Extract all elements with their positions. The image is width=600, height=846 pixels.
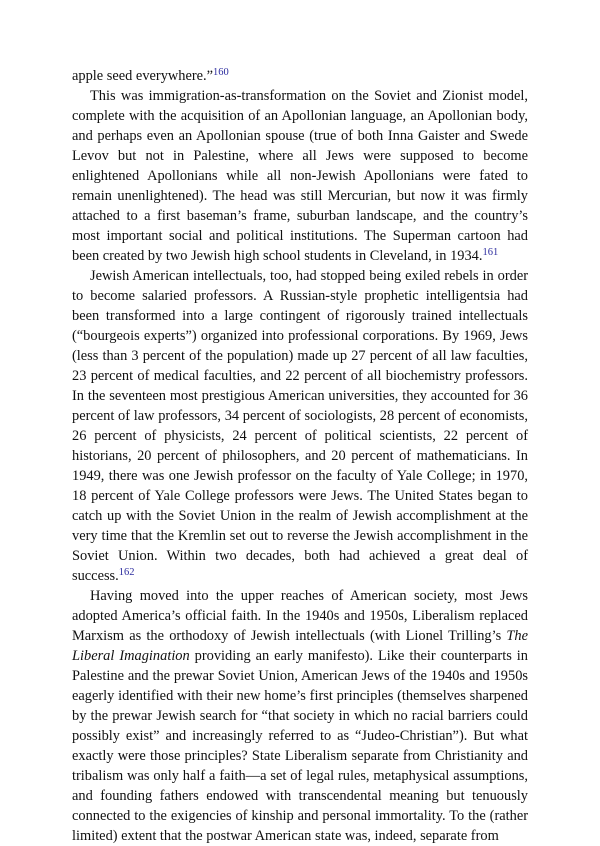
- paragraph-text: This was immigration-as-transformation on the Soviet and Zionist model, complete with the acquisition of an Apollonian language, an Apollonian body, and perhaps even an Apollonian spouse (true of both Inna Gaister and Swede Levov but not in Palestine, where all Jews were supposed to become enlightened Apollonians while all non-Jewish Apollonians were fated to remain unenlightened). The head was still Mercurian, but now it was firmly attached to a first baseman’s frame, suburban landscape, and the country’s most important social and political institutions. The Superman cartoon had been created by two Jewish high school students in Cleveland, in 1934.: [72, 88, 528, 264]
- paragraph-immigration: [72, 86, 528, 266]
- paragraph-intellectuals: [72, 266, 528, 586]
- endnote-reference[interactable]: 161: [482, 247, 499, 258]
- book-page: [72, 66, 528, 846]
- paragraph-continuation: [72, 66, 528, 86]
- paragraph-text: Having moved into the upper reaches of American society, most Jews adopted America’s official faith. In the 1940s and 1950s, Liberalism replaced Marxism as the orthodoxy of Jewish intellectuals (with Lionel Trilling’s: [72, 588, 528, 644]
- endnote-reference[interactable]: 162: [118, 567, 135, 578]
- paragraph-liberalism: [72, 586, 528, 846]
- paragraph-text: apple seed everywhere.”: [72, 68, 214, 84]
- paragraph-text: Jewish American intellectuals, too, had stopped being exiled rebels in order to become salaried professors. A Russian-style prophetic intelligentsia had been transformed into a large contingent of rigorously trained intellectuals (“bourgeois experts”) organized into professional corporations. By 1969, Jews (less than 3 percent of the population) made up 27 percent of all law faculties, 23 percent of medical faculties, and 22 percent of all biochemistry professors. In the seventeen most prestigious American universities, they accounted for 36 percent of law professors, 34 percent of sociologists, 28 percent of economists, 26 percent of physicists, 24 percent of political scientists, 22 percent of historians, 20 percent of philosophers, and 20 percent of mathematicians. In 1949, there was one Jewish professor on the faculty of Yale College; in 1970, 18 percent of Yale College professors were Jews. The United States began to catch up with the Soviet Union in the realm of Jewish accomplishment at the very time that the Kremlin set out to reverse the Jewish accomplishment in the Soviet Union. Within two decades, both had achieved a great deal of success.: [72, 268, 528, 584]
- book-title: The Liberal Imagination: [72, 628, 528, 664]
- endnote-reference[interactable]: 160: [213, 67, 229, 78]
- paragraph-text: providing an early manifesto). Like their counterparts in Palestine and the prewar Soviet Union, American Jews of the 1940s and 1950s eagerly identified with their new home’s first principles (themselves sharpened by the prewar Jewish search for “that society in which no racial barriers could possibly exist” and increasingly referred to as “Judeo-Christian”). But what exactly were those principles? State Liberalism separate from Christianity and tribalism was only half a faith—a set of legal rules, metaphysical assumptions, and founding fathers endowed with transcendental meaning but tenuously connected to the exigencies of kinship and personal immortality. To the (rather limited) extent that the postwar American state was, indeed, separate from: [72, 648, 528, 844]
